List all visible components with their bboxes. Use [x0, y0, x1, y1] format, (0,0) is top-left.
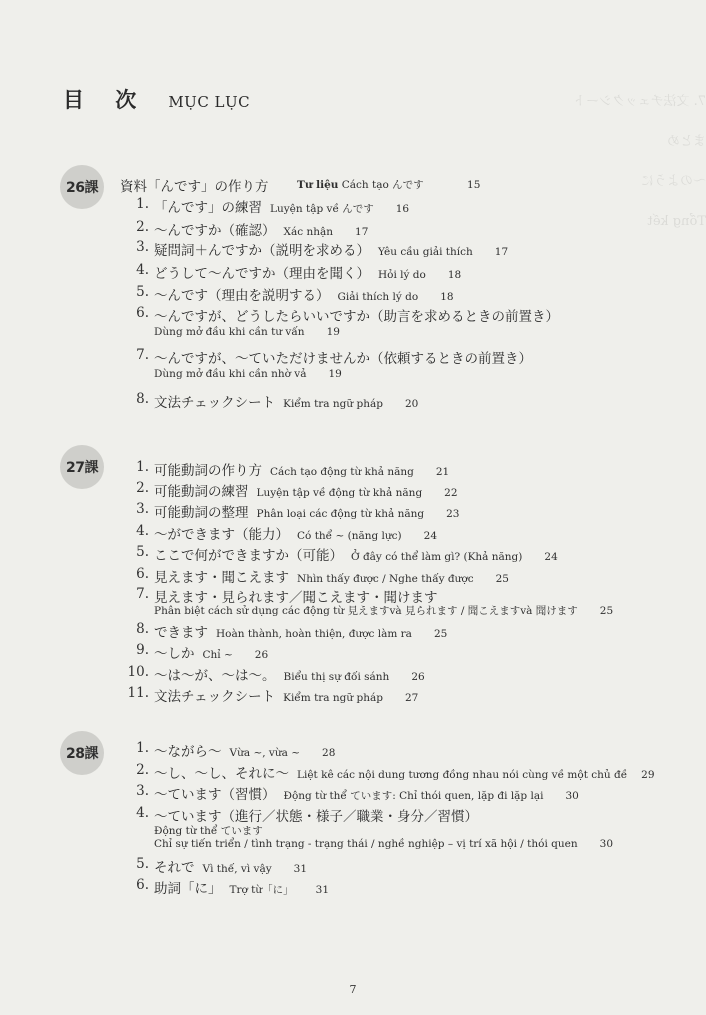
entry-vn: Luyện tập về んです [270, 203, 374, 215]
entry-number: 6. [136, 305, 149, 321]
entry-page: 19 [328, 368, 342, 380]
entry-vn: Dùng mở đầu khi cần nhờ vả [154, 368, 307, 380]
entry-number: 4. [136, 805, 149, 821]
entry-jp: ～んですが、～ていただけませんか（依頼するときの前置き） [154, 351, 532, 367]
entry-number: 7. [136, 586, 149, 602]
entry-number: 1. [136, 459, 149, 475]
entry-vn: Xác nhận [283, 226, 334, 238]
entry-jp: 文法チェックシート [154, 689, 276, 705]
entry-page: 21 [435, 466, 450, 478]
page-title [63, 84, 250, 114]
entry-jp: ～し、～し、それに～ [154, 766, 289, 782]
entry-page: 17 [355, 226, 369, 238]
entry-number: 5. [136, 856, 149, 872]
entry-page: 25 [495, 573, 509, 585]
entry-number: 5. [136, 544, 149, 560]
entry-page: 24 [423, 530, 438, 542]
entry-page: 18 [447, 269, 462, 281]
entry-number: 3. [136, 783, 149, 799]
entry-jp: できます [154, 625, 208, 641]
bleed-through-text: 7. 文法チェックシート まとめ ～のように Tổng kết [572, 94, 706, 229]
entry-page: 27 [404, 692, 419, 704]
entry-vn: Biểu thị sự đối sánh [283, 671, 390, 683]
entry-page: 18 [440, 291, 454, 303]
entry-vn: Yêu cầu giải thích [378, 246, 473, 258]
entry-vn: Liệt kê các nội dung tương đồng nhau nói cùng về một chủ đề [297, 769, 628, 781]
entry-number: 2. [136, 762, 149, 778]
entry-jp: 可能動詞の作り方 [154, 463, 262, 479]
entry-jp: 可能動詞の整理 [154, 505, 249, 521]
entry-vn: Cách tạo động từ khả năng [270, 466, 414, 478]
entry-vn: Trợ từ「に」 [229, 884, 294, 896]
entry-jp: 「んです」の練習 [154, 200, 262, 216]
entry-number: 8. [136, 621, 149, 637]
entry-number: 9. [136, 642, 149, 658]
title-jp: 目 次 [63, 87, 149, 112]
entry-number: 2. [136, 219, 149, 235]
entry-number: 4. [136, 262, 149, 278]
entry-vn-label: Tư liệu [297, 179, 339, 191]
entry-page: 24 [544, 551, 558, 563]
entry-jp: 見えます・聞こえます [154, 570, 289, 586]
entry-page: 26 [254, 649, 269, 661]
entry-page: 25 [599, 605, 614, 617]
entry-vn: Luyện tập về động từ khả năng [256, 487, 423, 499]
entry-vn: Có thể ~ (năng lực) [297, 530, 402, 542]
entry-number: 4. [136, 523, 149, 539]
entry-vn: Vừa ~, vừa ~ [229, 747, 301, 759]
entry-vn: Phân biệt cách sử dụng các động từ 見えますvà 見られます / 聞こえますvà 聞けます [154, 605, 578, 617]
entry-page: 30 [599, 838, 614, 850]
entry-vn: Hoàn thành, hoàn thiện, được làm ra [216, 628, 412, 640]
entry-jp: ～んですか（確認） [154, 223, 276, 239]
entry-jp: ～しか [154, 646, 195, 662]
page-number: 7 [349, 983, 357, 996]
entry-vn: Vì thế, vì vậy [202, 863, 272, 875]
title-vn: MỤC LỤC [168, 93, 251, 111]
entry-number: 2. [136, 480, 149, 496]
entry-jp: ～ながら～ [154, 744, 222, 760]
entry-jp: 可能動詞の練習 [154, 484, 249, 500]
entry-page: 31 [293, 863, 308, 875]
entry-page: 22 [444, 487, 458, 499]
entry-vn: Giải thích lý do [337, 291, 419, 303]
entry-jp: ～ができます（能力） [154, 527, 289, 543]
entry-jp: ～んですが、どうしたらいいですか（助言を求めるときの前置き） [154, 309, 559, 325]
entry-number: 6. [136, 877, 149, 893]
entry-number: 3. [136, 501, 149, 517]
entry-vn: Động từ thể ています [154, 825, 263, 837]
entry-page: 30 [565, 790, 579, 802]
entry-vn: Động từ thể ています: Chỉ thói quen, lặp đi lặp lại [283, 790, 544, 802]
entry-vn: Kiểm tra ngữ pháp [283, 398, 383, 410]
entry-number: 1. [136, 740, 149, 756]
entry-vn: Kiểm tra ngữ pháp [283, 692, 383, 704]
entry-number: 5. [136, 284, 149, 300]
entry-page: 25 [433, 628, 448, 640]
entry-page: 28 [322, 747, 336, 759]
entry-jp: どうして～んですか（理由を聞く） [154, 266, 370, 282]
entry-number: 8. [136, 391, 149, 407]
entry-jp: 見えます・見られます／聞こえます・聞けます [154, 590, 438, 606]
entry-jp: 文法チェックシート [154, 395, 276, 411]
entry-number: 3. [136, 239, 149, 255]
entry-page: 20 [404, 398, 419, 410]
entry-page: 29 [641, 769, 655, 781]
entry-jp: ～んです（理由を説明する） [154, 288, 330, 304]
entry-page: 23 [446, 508, 460, 520]
entry-page: 31 [315, 884, 330, 896]
entry-vn: Ở đây có thể làm gì? (Khả năng) [351, 551, 523, 563]
entry-jp: 助詞「に」 [154, 881, 222, 897]
entry-number: 11. [127, 685, 149, 701]
lesson-badge: 28課 [60, 731, 104, 775]
entry-vn: Dùng mở đầu khi cần tư vấn [154, 326, 305, 338]
entry-vn: Chỉ ~ [202, 649, 233, 661]
entry-vn: Hỏi lý do [378, 269, 426, 281]
entry-page: 26 [411, 671, 425, 683]
entry-jp: 資料「んです」の作り方 [120, 179, 269, 195]
entry-page: 17 [494, 246, 509, 258]
entry-jp: ～ています（習慣） [154, 787, 276, 803]
entry-jp: 疑問詞＋んですか（説明を求める） [154, 243, 370, 259]
entry-page: 15 [467, 179, 481, 191]
entry-number: 1. [136, 196, 149, 212]
entry-vn: Cách tạo んです [341, 179, 424, 191]
entry-number: 10. [127, 664, 149, 680]
entry-vn: Phân loại các động từ khả năng [256, 508, 425, 520]
entry-jp: それで [154, 860, 195, 876]
entry-vn: Nhìn thấy được / Nghe thấy được [297, 573, 474, 585]
entry-vn-detail: Chỉ sự tiến triển / tình trạng - trạng thái / nghề nghiệp – vị trí xã hội / thói quen [154, 838, 578, 850]
entry-number: 7. [136, 347, 149, 363]
entry-number: 6. [136, 566, 149, 582]
lesson-badge: 27課 [60, 445, 104, 489]
entry-jp: ～ています（進行／状態・様子／職業・身分／習慣） [154, 809, 478, 825]
entry-jp: ～は～が、～は～。 [154, 668, 276, 684]
entry-page: 16 [395, 203, 410, 215]
lesson-badge: 26課 [60, 165, 104, 209]
entry-jp: ここで何ができますか（可能） [154, 548, 343, 564]
entry-page: 19 [326, 326, 340, 338]
